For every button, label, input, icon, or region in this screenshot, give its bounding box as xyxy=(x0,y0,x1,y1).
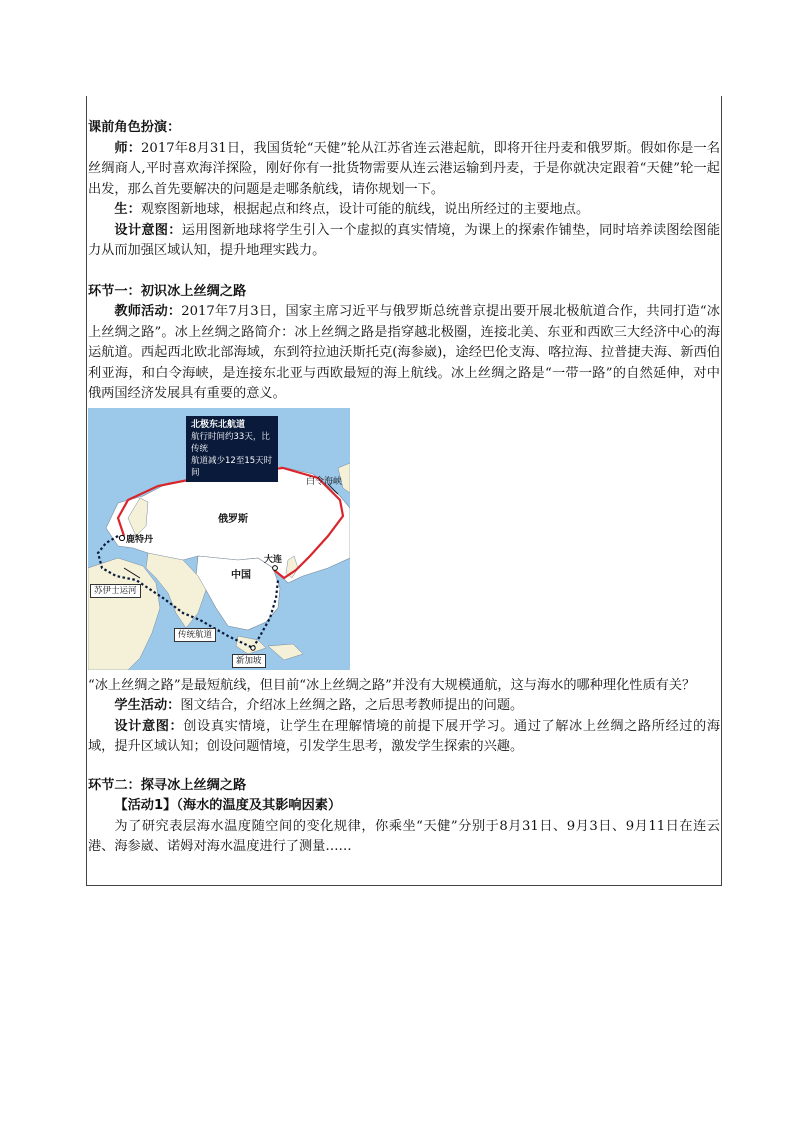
paragraph-teacher-activity: 教师活动：2017年7月3日，国家主席习近平与俄罗斯总统普京提出要开展北极航道合作，共同打造“冰上丝绸之路”。冰上丝绸之路简介：冰上丝绸之路是指穿越北极圈，连接北美、东亚和西欧三大经济中心的海运航道。西起西北欧北部海域，东到符拉迪沃斯托克(海参崴)，途经巴伦支海、喀拉海、拉普捷夫海、新西伯利亚海，和白令海峡，是连接东北亚与西欧最短的海上航线。冰上丝绸之路是“一带一路”的自然延伸，对中俄两国经济发展具有重要的意义。 xyxy=(88,304,720,401)
section-heading-2: 环节二：探寻冰上丝绸之路 xyxy=(88,777,247,793)
paragraph-student-activity: 学生活动：图文结合，介绍冰上丝绸之路，之后思考教师提出的问题。 xyxy=(114,698,524,713)
label-traditional-route: 传统航道 xyxy=(174,628,216,642)
route-callout: 北极东北航道 航行时间约33天，比传统 航道减少12至15天时间 xyxy=(186,416,278,482)
paragraph-question: “冰上丝绸之路”是最短航线，但目前“冰上丝绸之路”并没有大规模通航，这与海水的哪种理化性质有关？ xyxy=(88,677,696,693)
route-map xyxy=(88,408,350,670)
label-rotterdam: 鹿特丹 xyxy=(126,534,154,545)
label-suez: 苏伊士运河 xyxy=(90,584,141,598)
label-bering: 白令海峡 xyxy=(306,476,343,487)
activity-1-title: 【活动1】（海水的温度及其影响因素） xyxy=(114,798,342,813)
paragraph-design-intent-2: 设计意图：创设真实情境，让学生在理解情境的前提下展开学习。通过了解冰上丝绸之路所经过的海域，提升区域认知；创设问题情境，引发学生思考，激发学生探索的兴趣。 xyxy=(88,718,721,754)
label-china: 中国 xyxy=(231,569,251,581)
paragraph-activity-1: 为了研究表层海水温度随空间的变化规律，你乘坐“天健”分别于8月31日、9月3日、9月11日在连云港、海参崴、诺姆对海水温度进行了测量…… xyxy=(88,818,720,854)
paragraph-student: 生：观察图新地球，根据起点和终点，设计可能的航线，说出所经过的主要地点。 xyxy=(114,202,590,217)
section-heading-1: 环节一：初识冰上丝绸之路 xyxy=(88,283,247,299)
paragraph-design-intent: 设计意图：运用图新地球将学生引入一个虚拟的真实情境，为课上的探索作铺垫，同时培养读图绘图能力从而加强区域认知，提升地理实践力。 xyxy=(88,222,721,258)
paragraph-teacher: 师：2017年8月31日，我国货轮“天健”轮从江苏省连云港起航，即将开往丹麦和俄罗斯。假如你是一名丝绸商人,平时喜欢海洋探险，刚好你有一批货物需要从连云港运输到丹麦，于是你就决定跟着“天健”轮一起出发，那么首先要解决的问题是走哪条航线，请你规划一下。 xyxy=(88,140,721,197)
section-heading-roleplay: 课前角色扮演： xyxy=(88,120,181,135)
document-body xyxy=(88,118,720,858)
label-singapore: 新加坡 xyxy=(232,654,266,668)
label-dalian: 大连 xyxy=(264,554,283,565)
label-russia: 俄罗斯 xyxy=(218,513,248,525)
